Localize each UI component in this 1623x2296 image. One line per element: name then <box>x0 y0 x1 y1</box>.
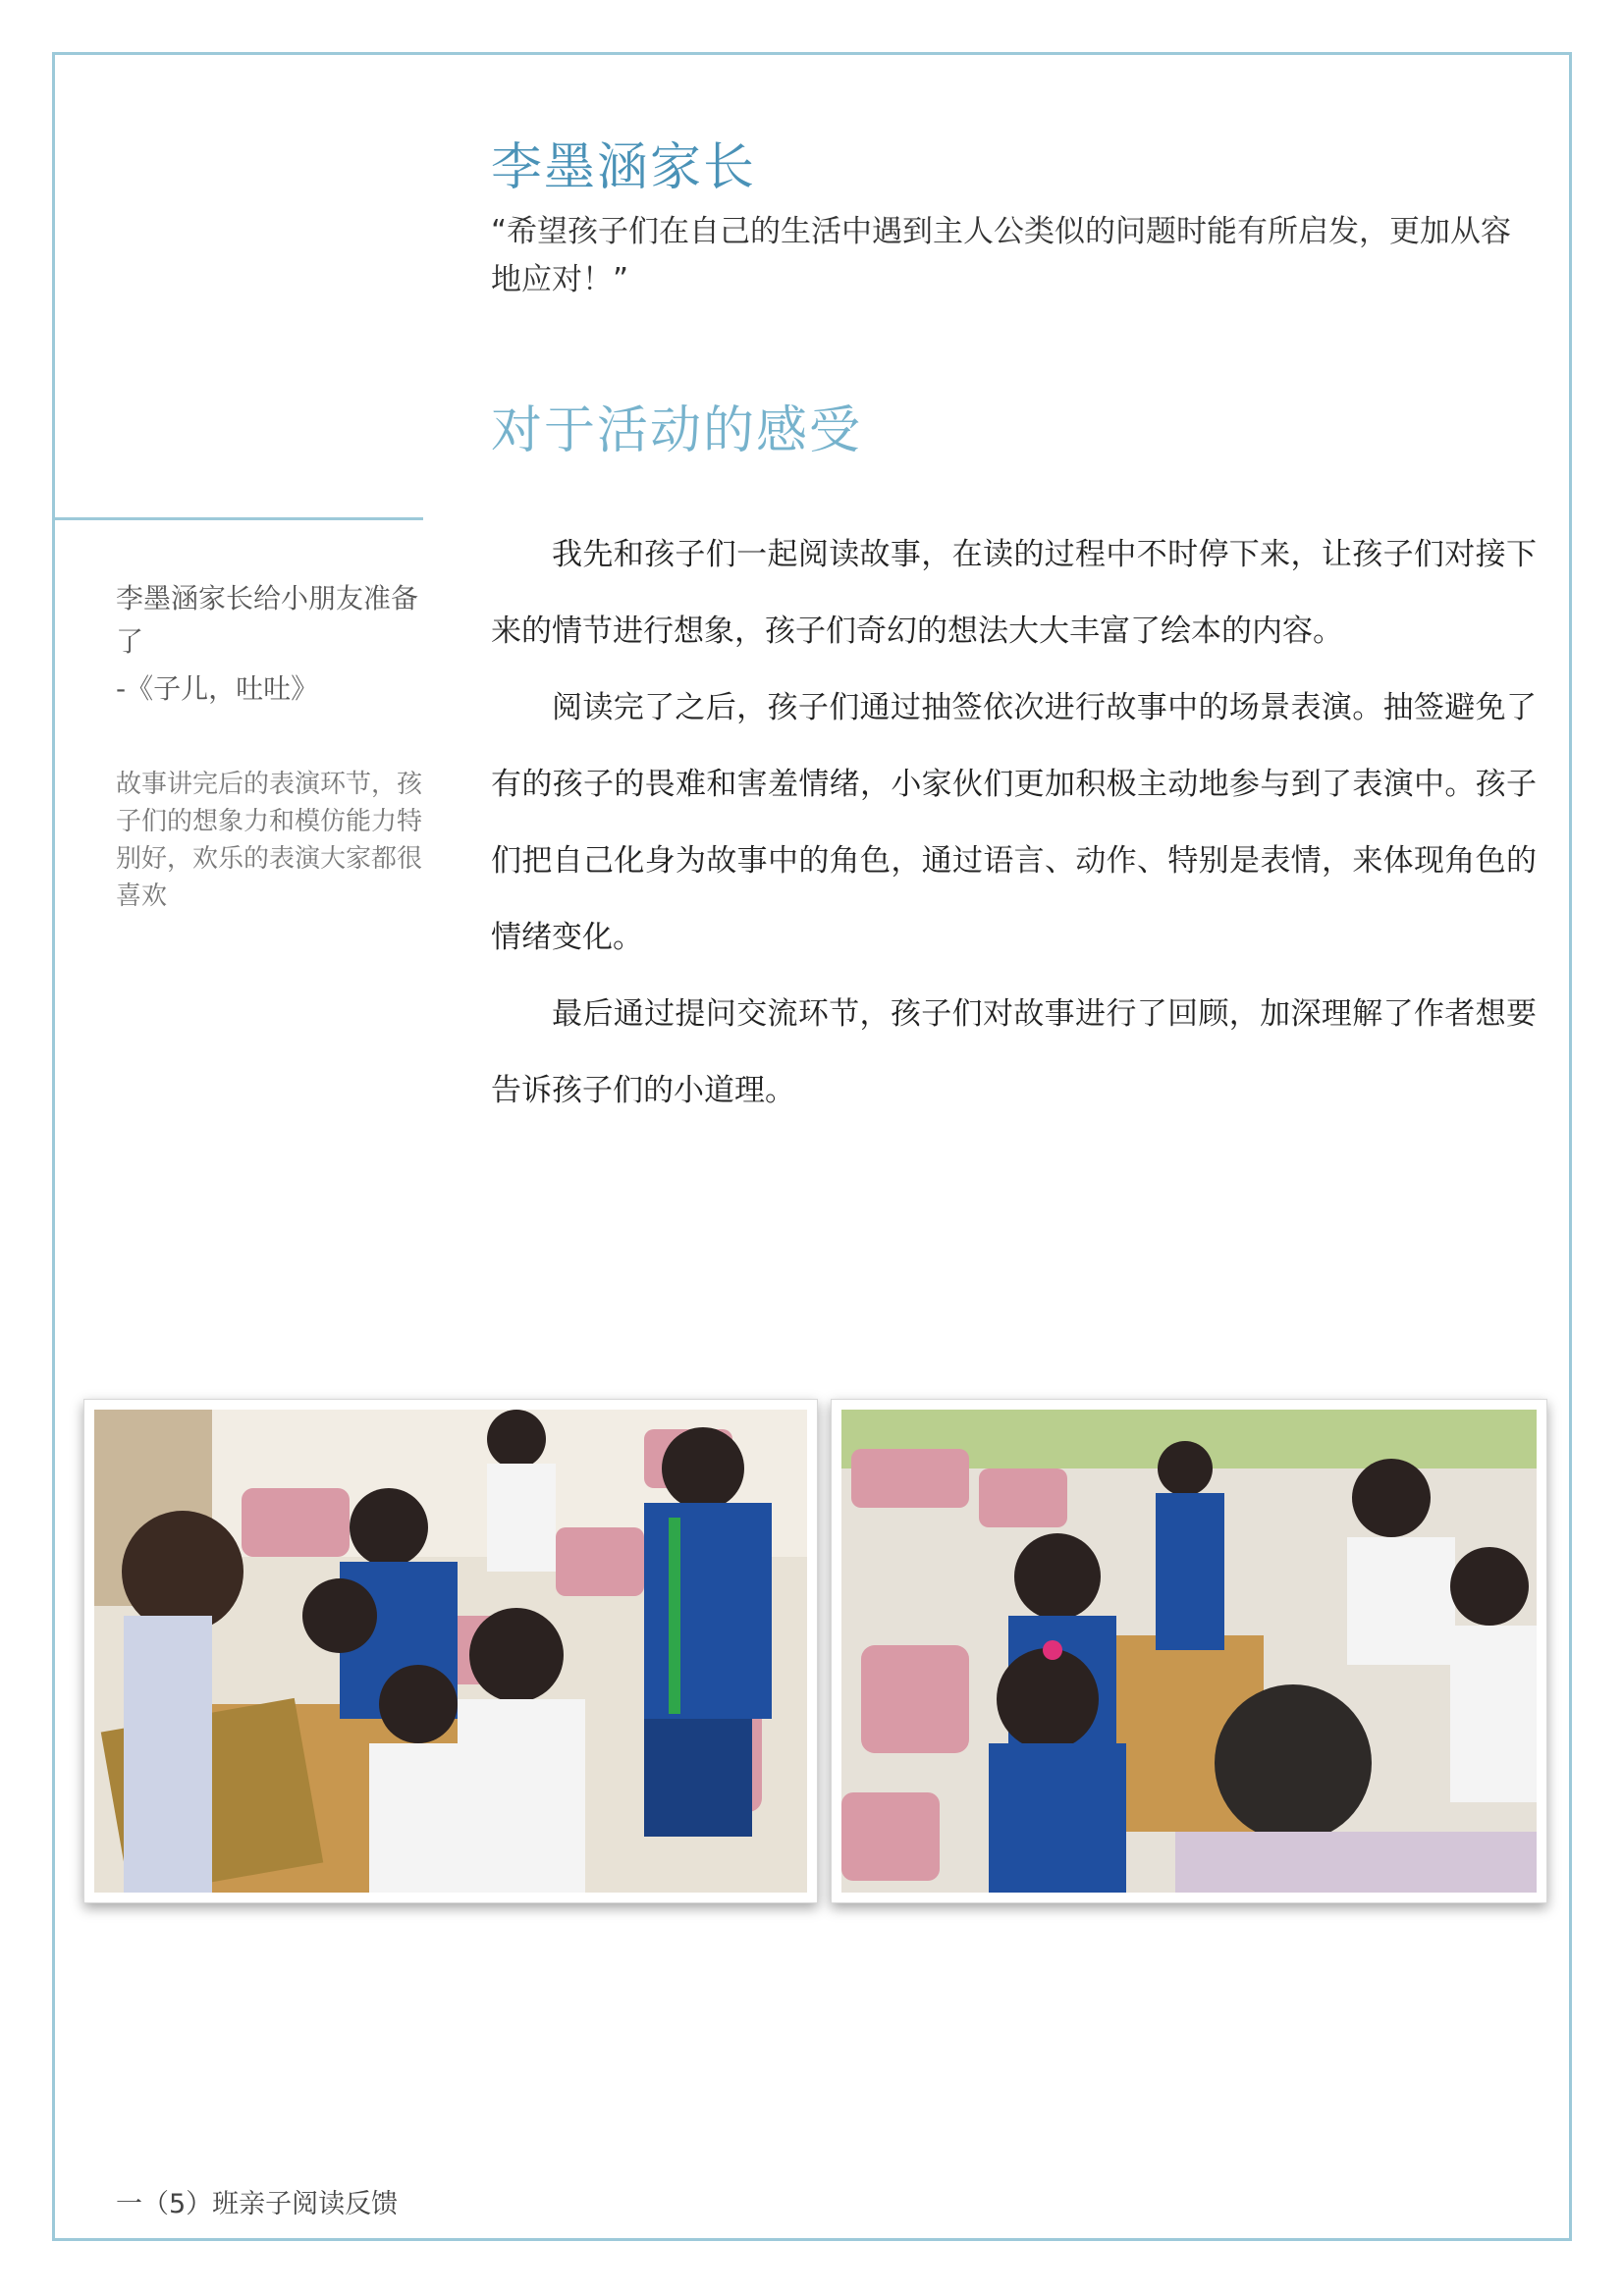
body-paragraph: 阅读完了之后，孩子们通过抽签依次进行故事中的场景表演。抽签避免了有的孩子的畏难和害羞情绪，小家伙们更加积极主动地参与到了表演中。孩子们把自己化身为故事中的角色，通过语言、动作、特别是表情，来体现角色的情绪变化。 <box>491 690 1537 955</box>
reading-photo-illustration <box>94 1410 807 1893</box>
sidebar-divider <box>54 517 423 520</box>
feelings-body <box>491 516 1537 1129</box>
photo-performance <box>831 1399 1547 1903</box>
feelings-title: 对于活动的感受 <box>491 401 863 460</box>
performance-photo-illustration <box>841 1410 1537 1893</box>
parent-quote: “希望孩子们在自己的生活中遇到主人公类似的问题时能有所启发，更加从容地应对！” <box>491 214 1512 297</box>
sidebar-book-title: -《子儿，吐吐》 <box>116 672 319 705</box>
page-frame <box>52 52 1572 2241</box>
body-paragraph: 我先和孩子们一起阅读故事，在读的过程中不时停下来，让孩子们对接下来的情节进行想象，孩子们奇幻的想法大大丰富了绘本的内容。 <box>491 537 1537 649</box>
parent-title: 李墨涵家长 <box>491 138 757 197</box>
sidebar-performance-note: 故事讲完后的表演环节，孩子们的想象力和模仿能力特别好，欢乐的表演大家都很喜欢 <box>116 770 423 911</box>
page-footer: 一（5）班亲子阅读反馈 <box>116 2189 399 2219</box>
body-paragraph: 最后通过提问交流环节，孩子们对故事进行了回顾，加深理解了作者想要告诉孩子们的小道理。 <box>491 996 1537 1108</box>
sidebar-book-note: 李墨涵家长给小朋友准备了 <box>116 582 419 658</box>
photo-reading <box>83 1399 818 1903</box>
